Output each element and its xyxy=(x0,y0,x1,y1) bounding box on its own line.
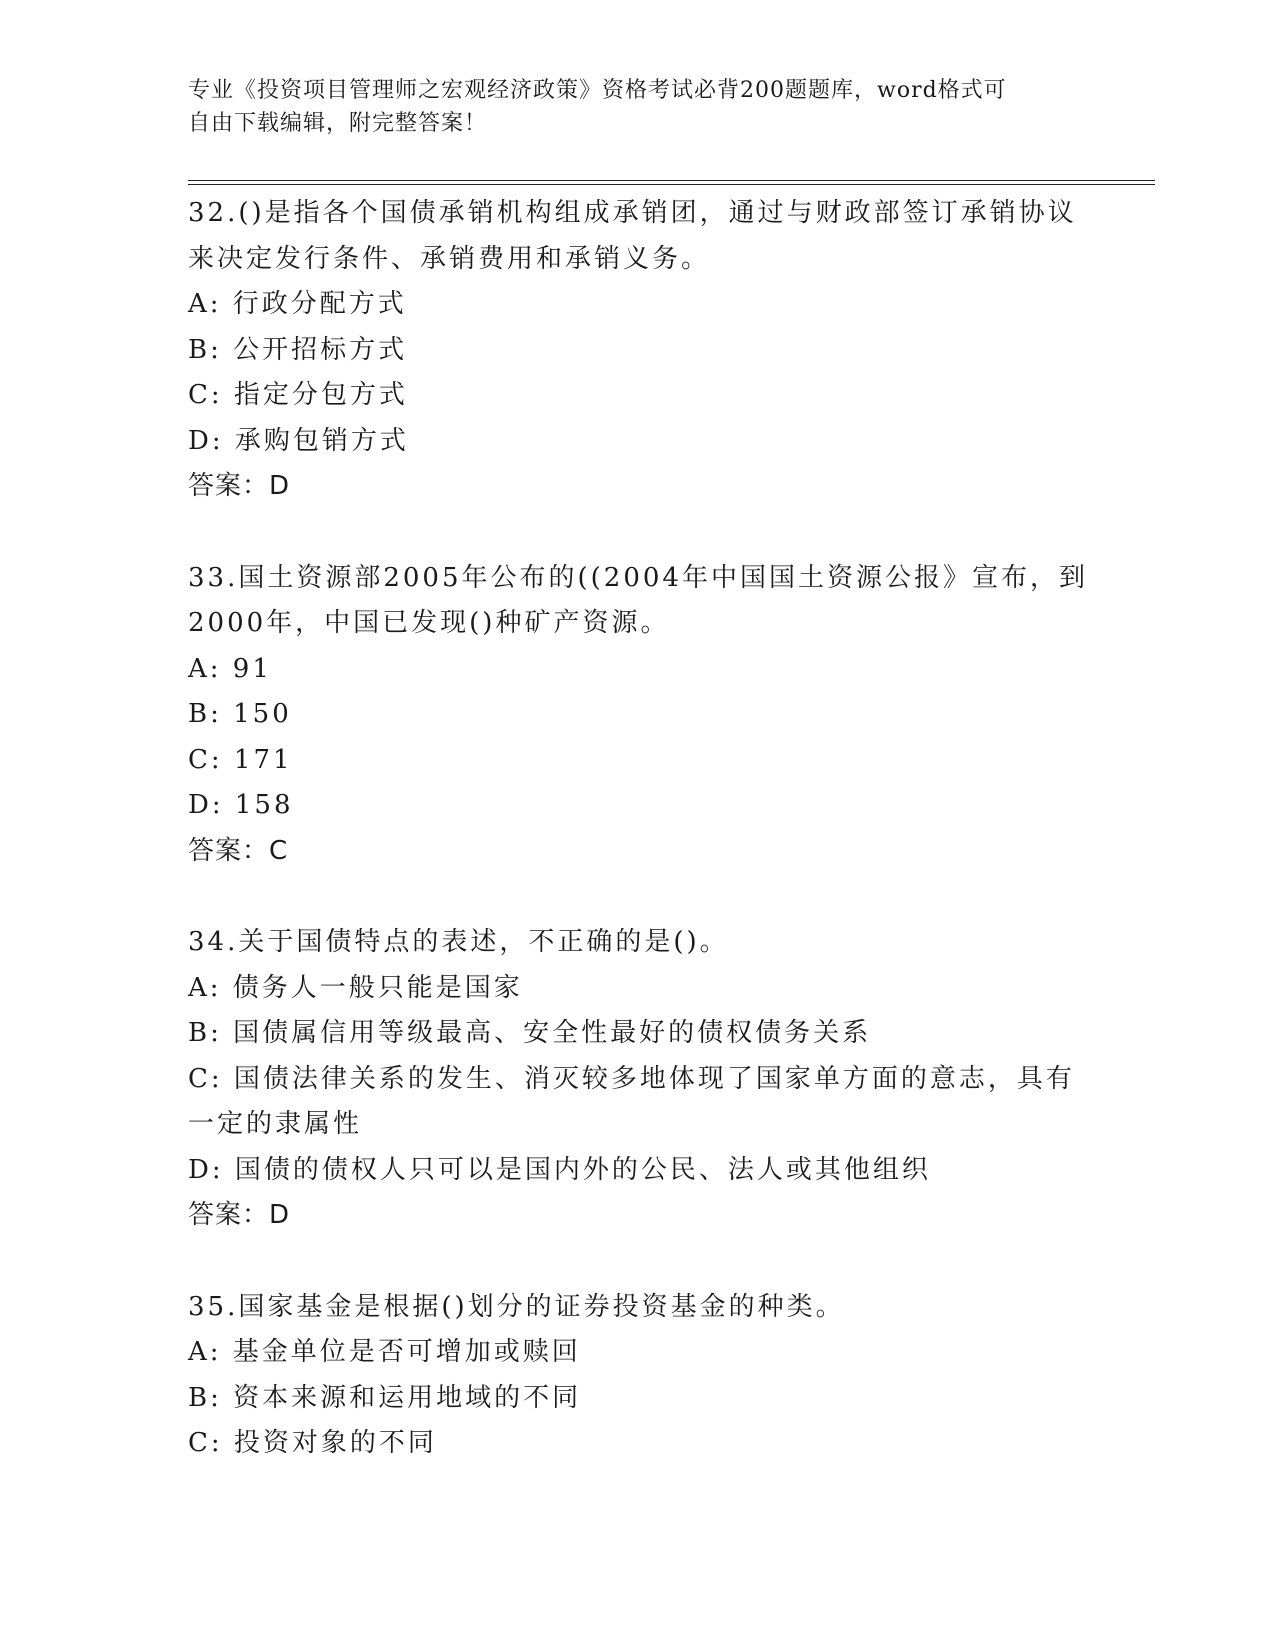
option-d: D: 158 xyxy=(188,790,294,820)
document-header xyxy=(188,74,1088,140)
header-line-1: 专业《投资项目管理师之宏观经济政策》资格考试必背200题题库，word格式可 xyxy=(188,78,1007,103)
question-stem-line: 34.关于国债特点的表述，不正确的是()。 xyxy=(188,927,729,957)
question-spacer xyxy=(188,510,1088,556)
option-b: B: 国债属信用等级最高、安全性最好的债权债务关系 xyxy=(188,1018,872,1048)
answer-label: 答案：D xyxy=(188,471,291,501)
question-stem-line: 2000年，中国已发现()种矿产资源。 xyxy=(188,608,670,638)
question-35 xyxy=(188,1285,1088,1467)
question-stem-line: 来决定发行条件、承销费用和承销义务。 xyxy=(188,243,711,274)
answer-label: 答案：C xyxy=(188,835,289,866)
option-b: B: 资本来源和运用地域的不同 xyxy=(188,1382,582,1413)
option-c: C: 国债法律关系的发生、消灭较多地体现了国家单方面的意志，具有 xyxy=(188,1063,1075,1094)
question-stem-line: 35.国家基金是根据()划分的证券投资基金的种类。 xyxy=(188,1291,845,1322)
option-a: A: 行政分配方式 xyxy=(188,289,407,319)
question-stem-line: 32.()是指各个国债承销机构组成承销团，通过与财政部签订承销协议 xyxy=(188,198,1077,228)
option-d: D: 承购包销方式 xyxy=(188,425,409,456)
header-line-2: 自由下载编辑，附完整答案！ xyxy=(188,111,488,136)
option-b: B: 150 xyxy=(188,699,292,729)
option-d: D: 国债的债权人只可以是国内外的公民、法人或其他组织 xyxy=(188,1154,931,1185)
option-c: C: 171 xyxy=(188,744,293,775)
question-34 xyxy=(188,920,1088,1239)
option-a: A: 基金单位是否可增加或赎回 xyxy=(188,1337,581,1367)
question-32 xyxy=(188,191,1088,510)
option-c: C: 投资对象的不同 xyxy=(188,1428,437,1458)
question-stem-line: 33.国土资源部2005年公布的((2004年中国国土资源公报》宣布，到 xyxy=(188,562,1088,593)
option-a: A: 债务人一般只能是国家 xyxy=(188,972,523,1003)
question-33 xyxy=(188,556,1088,875)
answer-label: 答案：D xyxy=(188,1200,291,1230)
question-list xyxy=(188,191,1088,1467)
question-spacer xyxy=(188,1239,1088,1285)
option-c-continued: 一定的隶属性 xyxy=(188,1109,363,1139)
option-a: A: 91 xyxy=(188,653,272,684)
header-divider-top xyxy=(188,180,1155,181)
option-c: C: 指定分包方式 xyxy=(188,380,408,410)
question-spacer xyxy=(188,874,1088,920)
header-divider-bottom xyxy=(188,184,1155,185)
option-b: B: 公开招标方式 xyxy=(188,334,408,365)
